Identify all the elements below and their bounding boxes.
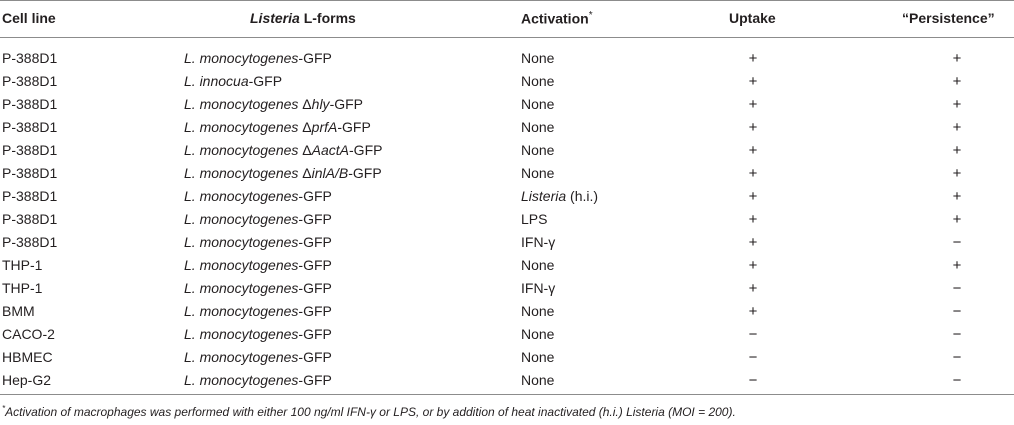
header-activation-label: Activation bbox=[521, 10, 589, 27]
strain-part: Δ bbox=[298, 142, 312, 158]
uptake-value: + bbox=[748, 165, 758, 182]
strain-part: Δ bbox=[298, 165, 312, 181]
cell-line-value: BMM bbox=[2, 303, 35, 319]
activation-value bbox=[521, 369, 554, 392]
activation-part: None bbox=[521, 142, 555, 158]
activation-part: IFN-γ bbox=[521, 280, 556, 296]
activation-value bbox=[521, 139, 554, 162]
persistence-value: + bbox=[952, 211, 962, 228]
strain-value bbox=[184, 254, 332, 277]
persistence-value: + bbox=[952, 96, 962, 113]
header-cell-line: Cell line bbox=[2, 10, 56, 26]
cell-line-value: P-388D1 bbox=[2, 73, 58, 89]
strain-part: -GFP bbox=[298, 234, 332, 250]
activation-value bbox=[521, 93, 554, 116]
activation-value bbox=[521, 162, 554, 185]
header-activation-footnote-mark: * bbox=[588, 10, 593, 21]
strain-part: L. monocytogenes bbox=[184, 96, 299, 112]
uptake-value: + bbox=[748, 280, 758, 297]
persistence-value: − bbox=[952, 303, 962, 320]
cell-line-value: P-388D1 bbox=[2, 119, 58, 135]
strain-value bbox=[184, 162, 382, 185]
strain-part: -GFP bbox=[349, 142, 383, 158]
table-row bbox=[0, 231, 1014, 254]
activation-part: None bbox=[521, 349, 555, 365]
cell-line-value: P-388D1 bbox=[2, 165, 58, 181]
strain-part: -GFP bbox=[298, 188, 332, 204]
strain-part: L. monocytogenes bbox=[184, 303, 299, 319]
strain-part: -GFP bbox=[298, 326, 332, 342]
activation-part: None bbox=[521, 119, 555, 135]
strain-part: -GFP bbox=[298, 280, 332, 296]
persistence-value: − bbox=[952, 326, 962, 343]
strain-value bbox=[184, 116, 371, 139]
strain-part: L. innocua bbox=[184, 73, 249, 89]
uptake-value: + bbox=[748, 142, 758, 159]
header-activation bbox=[521, 10, 593, 27]
uptake-value: + bbox=[748, 257, 758, 274]
table-row bbox=[0, 47, 1014, 70]
strain-part: L. monocytogenes bbox=[184, 257, 299, 273]
activation-value bbox=[521, 231, 555, 254]
strain-value bbox=[184, 70, 282, 93]
strain-part: L. monocytogenes bbox=[184, 142, 299, 158]
strain-part: L. monocytogenes bbox=[184, 234, 299, 250]
strain-value bbox=[184, 185, 332, 208]
persistence-value: + bbox=[952, 188, 962, 205]
persistence-value: + bbox=[952, 142, 962, 159]
table-row bbox=[0, 116, 1014, 139]
strain-part: -GFP bbox=[298, 257, 332, 273]
activation-part: None bbox=[521, 96, 555, 112]
header-lforms bbox=[250, 10, 356, 26]
table-row bbox=[0, 254, 1014, 277]
strain-part: L. monocytogenes bbox=[184, 326, 299, 342]
persistence-value: + bbox=[952, 50, 962, 67]
activation-value bbox=[521, 185, 598, 208]
activation-value bbox=[521, 277, 555, 300]
strain-part: -GFP bbox=[348, 165, 382, 181]
activation-part: Listeria bbox=[521, 188, 567, 204]
strain-part: Δ bbox=[298, 119, 312, 135]
strain-part: -GFP bbox=[298, 50, 332, 66]
footnote-mark: * bbox=[2, 404, 6, 413]
table-row bbox=[0, 162, 1014, 185]
activation-part: LPS bbox=[521, 211, 548, 227]
strain-part: L. monocytogenes bbox=[184, 50, 299, 66]
activation-part: None bbox=[521, 165, 555, 181]
strain-value bbox=[184, 208, 332, 231]
activation-value bbox=[521, 208, 547, 231]
uptake-value: − bbox=[748, 326, 758, 343]
activation-part: None bbox=[521, 303, 555, 319]
strain-value bbox=[184, 93, 363, 116]
uptake-value: − bbox=[748, 349, 758, 366]
strain-part: -GFP bbox=[337, 119, 371, 135]
table-body bbox=[0, 47, 1014, 392]
activation-part: IFN-γ bbox=[521, 234, 556, 250]
activation-part: None bbox=[521, 50, 555, 66]
persistence-value: − bbox=[952, 280, 962, 297]
uptake-value: + bbox=[748, 188, 758, 205]
strain-part: L. monocytogenes bbox=[184, 119, 299, 135]
activation-part: (h.i.) bbox=[566, 188, 599, 204]
activation-part: None bbox=[521, 73, 555, 89]
header-rule bbox=[0, 37, 1014, 38]
persistence-value: − bbox=[952, 349, 962, 366]
uptake-value: + bbox=[748, 50, 758, 67]
strain-part: L. monocytogenes bbox=[184, 211, 299, 227]
top-rule bbox=[0, 0, 1014, 1]
activation-value bbox=[521, 323, 554, 346]
table-row bbox=[0, 300, 1014, 323]
bottom-rule bbox=[0, 394, 1014, 395]
table-row bbox=[0, 346, 1014, 369]
strain-part: Δ bbox=[298, 96, 312, 112]
uptake-value: + bbox=[748, 73, 758, 90]
header-uptake: Uptake bbox=[729, 10, 776, 26]
cell-line-value: P-388D1 bbox=[2, 142, 58, 158]
table-row bbox=[0, 277, 1014, 300]
strain-part: L. monocytogenes bbox=[184, 372, 299, 388]
uptake-value: + bbox=[748, 211, 758, 228]
activation-part: None bbox=[521, 257, 555, 273]
persistence-value: + bbox=[952, 73, 962, 90]
persistence-value: + bbox=[952, 165, 962, 182]
activation-value bbox=[521, 254, 554, 277]
cell-line-value: CACO-2 bbox=[2, 326, 55, 342]
footnote-text: Activation of macrophages was performed with either 100 ng/ml IFN-γ or LPS, or by addition of heat inactivated (h.i.) Listeria (MOI = 200). bbox=[5, 405, 736, 419]
table-row bbox=[0, 185, 1014, 208]
cell-line-value: THP-1 bbox=[2, 280, 43, 296]
activation-value bbox=[521, 70, 554, 93]
activation-value bbox=[521, 116, 554, 139]
strain-part: -GFP bbox=[298, 372, 332, 388]
strain-part: prfA bbox=[311, 119, 338, 135]
strain-part: -GFP bbox=[298, 211, 332, 227]
activation-value bbox=[521, 300, 554, 323]
strain-value bbox=[184, 277, 332, 300]
strain-part: hly bbox=[311, 96, 330, 112]
strain-part: L. monocytogenes bbox=[184, 349, 299, 365]
uptake-value: + bbox=[748, 119, 758, 136]
strain-part: inlA/B bbox=[311, 165, 349, 181]
strain-value bbox=[184, 300, 332, 323]
header-persistence: “Persistence” bbox=[902, 10, 995, 26]
uptake-value: + bbox=[748, 96, 758, 113]
persistence-value: + bbox=[952, 119, 962, 136]
strain-value bbox=[184, 323, 332, 346]
table-row bbox=[0, 139, 1014, 162]
strain-value bbox=[184, 47, 332, 70]
strain-part: L. monocytogenes bbox=[184, 188, 299, 204]
uptake-value: + bbox=[748, 234, 758, 251]
strain-part: L. monocytogenes bbox=[184, 280, 299, 296]
strain-value bbox=[184, 139, 382, 162]
cell-line-value: P-388D1 bbox=[2, 96, 58, 112]
strain-part: AactA bbox=[311, 142, 350, 158]
strain-part: -GFP bbox=[298, 303, 332, 319]
cell-line-value: Hep-G2 bbox=[2, 372, 52, 388]
cell-line-value: P-388D1 bbox=[2, 50, 58, 66]
footnote bbox=[2, 404, 736, 419]
strain-value bbox=[184, 346, 332, 369]
cell-line-value: HBMEC bbox=[2, 349, 53, 365]
activation-value bbox=[521, 346, 554, 369]
cell-line-value: P-388D1 bbox=[2, 211, 58, 227]
activation-value bbox=[521, 47, 554, 70]
strain-part: -GFP bbox=[298, 349, 332, 365]
strain-part: -GFP bbox=[248, 73, 283, 89]
strain-part: L. monocytogenes bbox=[184, 165, 299, 181]
activation-part: None bbox=[521, 326, 555, 342]
persistence-value: − bbox=[952, 234, 962, 251]
strain-part: -GFP bbox=[329, 96, 364, 112]
cell-line-value: THP-1 bbox=[2, 257, 43, 273]
strain-value bbox=[184, 231, 332, 254]
table-row bbox=[0, 369, 1014, 392]
table-row bbox=[0, 323, 1014, 346]
cell-line-value: P-388D1 bbox=[2, 234, 58, 250]
header-lforms-rest: L-forms bbox=[299, 10, 356, 26]
activation-part: None bbox=[521, 372, 555, 388]
persistence-value: − bbox=[952, 372, 962, 389]
cell-line-value: P-388D1 bbox=[2, 188, 58, 204]
header-lforms-italic: Listeria bbox=[250, 10, 300, 26]
persistence-value: + bbox=[952, 257, 962, 274]
table-row bbox=[0, 208, 1014, 231]
uptake-value: − bbox=[748, 372, 758, 389]
table-row bbox=[0, 93, 1014, 116]
strain-value bbox=[184, 369, 332, 392]
table-row bbox=[0, 70, 1014, 93]
uptake-value: + bbox=[748, 303, 758, 320]
